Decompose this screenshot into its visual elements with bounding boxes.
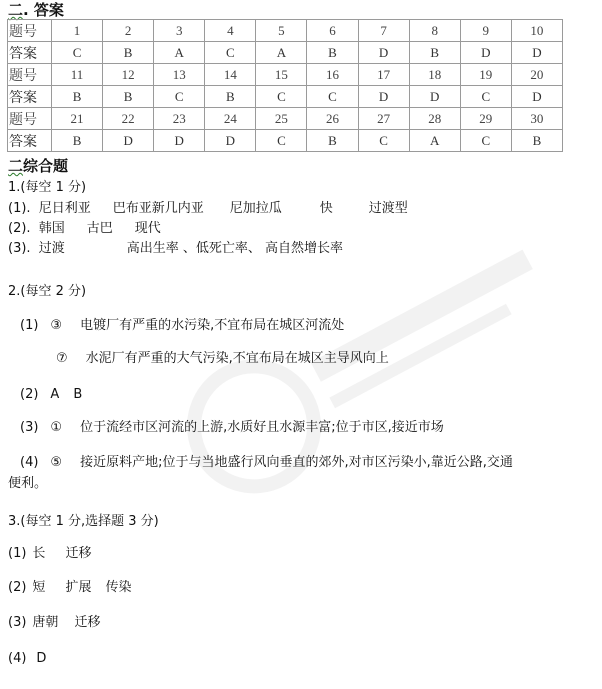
question-number-row bbox=[8, 20, 563, 42]
q3-line-2: (2) 短 扩展 传染 bbox=[8, 580, 132, 595]
table-cell: D bbox=[205, 130, 256, 152]
question-number-row bbox=[8, 64, 563, 86]
table-cell: B bbox=[409, 42, 460, 64]
q2-line-1: (1) ③ 电镀厂有严重的水污染,不宜布局在城区河流处 bbox=[20, 318, 345, 333]
answer-table bbox=[7, 19, 563, 152]
row-label: 题号 bbox=[8, 64, 52, 86]
table-cell: 11 bbox=[52, 64, 103, 86]
table-cell: A bbox=[409, 130, 460, 152]
table-cell: 19 bbox=[460, 64, 511, 86]
section-comprehensive-title: 二综合题 bbox=[8, 157, 69, 175]
table-cell: A bbox=[154, 42, 205, 64]
table-cell: B bbox=[307, 42, 358, 64]
q3-line-4: (4) D bbox=[8, 651, 47, 666]
table-cell: 21 bbox=[52, 108, 103, 130]
table-cell: 12 bbox=[103, 64, 154, 86]
table-cell: D bbox=[409, 86, 460, 108]
table-cell: C bbox=[307, 86, 358, 108]
table-cell: D bbox=[358, 42, 409, 64]
section-answers-title: 二. 答案 bbox=[8, 1, 64, 19]
table-cell: D bbox=[511, 86, 562, 108]
table-cell: C bbox=[205, 42, 256, 64]
table-cell: 25 bbox=[256, 108, 307, 130]
table-cell: 15 bbox=[256, 64, 307, 86]
question-number-row bbox=[8, 108, 563, 130]
table-cell: 28 bbox=[409, 108, 460, 130]
row-label: 答案 bbox=[8, 42, 52, 64]
row-label: 题号 bbox=[8, 20, 52, 42]
table-cell: 14 bbox=[205, 64, 256, 86]
q2-line-2: ⑦ 水泥厂有严重的大气污染,不宜布局在城区主导风向上 bbox=[56, 351, 389, 366]
table-cell: 23 bbox=[154, 108, 205, 130]
row-label: 答案 bbox=[8, 130, 52, 152]
table-cell: C bbox=[460, 86, 511, 108]
table-cell: 10 bbox=[511, 20, 562, 42]
table-cell: D bbox=[154, 130, 205, 152]
q1-line-3: (3). 过渡 高出生率 、低死亡率、 高自然增长率 bbox=[8, 241, 343, 256]
q2-line-5: (4) ⑤ 接近原料产地;位于与当地盛行风向垂直的郊外,对市区污染小,靠近公路,交通 bbox=[20, 455, 513, 470]
answer-row bbox=[8, 42, 563, 64]
table-cell: 7 bbox=[358, 20, 409, 42]
q2-line-5-cont: 便利。 bbox=[8, 476, 48, 491]
table-cell: 16 bbox=[307, 64, 358, 86]
table-cell: 1 bbox=[52, 20, 103, 42]
table-cell: D bbox=[358, 86, 409, 108]
q3-line-3: (3) 唐朝 迁移 bbox=[8, 615, 101, 630]
table-cell: B bbox=[307, 130, 358, 152]
table-cell: B bbox=[52, 130, 103, 152]
table-cell: 20 bbox=[511, 64, 562, 86]
table-cell: D bbox=[511, 42, 562, 64]
table-cell: 4 bbox=[205, 20, 256, 42]
table-cell: 24 bbox=[205, 108, 256, 130]
q2-line-3: (2) A B bbox=[20, 387, 83, 402]
row-label: 题号 bbox=[8, 108, 52, 130]
table-cell: 3 bbox=[154, 20, 205, 42]
table-cell: 9 bbox=[460, 20, 511, 42]
table-cell: 13 bbox=[154, 64, 205, 86]
table-cell: A bbox=[256, 42, 307, 64]
table-cell: C bbox=[460, 130, 511, 152]
q2-line-4: (3) ① 位于流经市区河流的上游,水质好且水源丰富;位于市区,接近市场 bbox=[20, 420, 444, 435]
table-cell: 6 bbox=[307, 20, 358, 42]
table-cell: C bbox=[256, 130, 307, 152]
q1-line-2: (2). 韩国 古巴 现代 bbox=[8, 221, 161, 236]
answer-row bbox=[8, 86, 563, 108]
q3-line-1: (1) 长 迁移 bbox=[8, 546, 92, 561]
table-cell: C bbox=[52, 42, 103, 64]
table-cell: C bbox=[256, 86, 307, 108]
q1-line-1: (1). 尼日利亚 巴布亚新几内亚 尼加拉瓜 快 过渡型 bbox=[8, 201, 408, 216]
q2-heading: 2.(每空 2 分) bbox=[8, 284, 87, 299]
answer-row bbox=[8, 130, 563, 152]
row-label: 答案 bbox=[8, 86, 52, 108]
table-cell: B bbox=[103, 86, 154, 108]
table-cell: B bbox=[511, 130, 562, 152]
table-cell: 8 bbox=[409, 20, 460, 42]
table-cell: 5 bbox=[256, 20, 307, 42]
table-cell: 27 bbox=[358, 108, 409, 130]
q3-heading: 3.(每空 1 分,选择题 3 分) bbox=[8, 514, 159, 529]
table-cell: D bbox=[460, 42, 511, 64]
table-cell: 18 bbox=[409, 64, 460, 86]
table-cell: B bbox=[103, 42, 154, 64]
table-cell: 17 bbox=[358, 64, 409, 86]
table-cell: B bbox=[52, 86, 103, 108]
table-cell: 26 bbox=[307, 108, 358, 130]
table-cell: D bbox=[103, 130, 154, 152]
table-cell: 22 bbox=[103, 108, 154, 130]
q1-heading: 1.(每空 1 分) bbox=[8, 180, 87, 195]
table-cell: 30 bbox=[511, 108, 562, 130]
table-cell: B bbox=[205, 86, 256, 108]
table-cell: 29 bbox=[460, 108, 511, 130]
table-cell: 2 bbox=[103, 20, 154, 42]
table-cell: C bbox=[358, 130, 409, 152]
table-cell: C bbox=[154, 86, 205, 108]
